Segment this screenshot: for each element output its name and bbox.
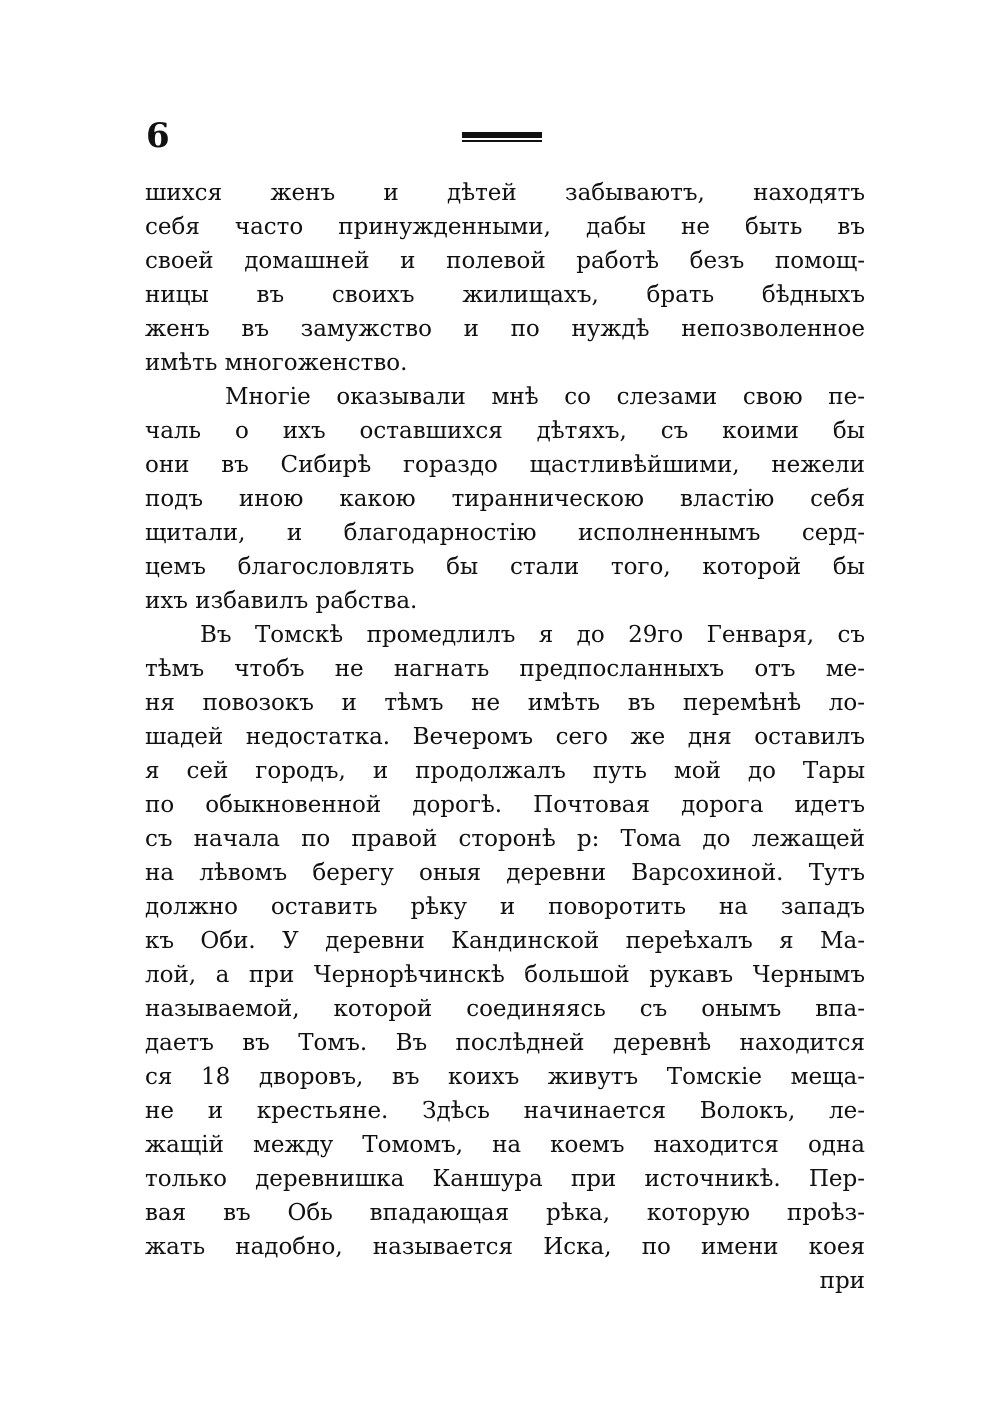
text-line: только деревнишка Каншура при источникѣ. Пер- <box>145 1166 865 1192</box>
text-line: щитали, и благодарностію исполненнымъ серд- <box>145 520 865 546</box>
text-line: имѣть многоженство. <box>145 350 408 376</box>
text-line: ся 18 дворовъ, въ коихъ живутъ Томскіе меща- <box>145 1064 865 1090</box>
text-line: называемой, которой соединяясь съ онымъ впа- <box>145 996 865 1022</box>
text-line: своей домашней и полевой работѣ безъ помощ- <box>145 248 865 274</box>
text-line: ихъ избавилъ рабства. <box>145 588 418 614</box>
text-line: женъ въ замужство и по нуждѣ непозволенное <box>145 316 865 342</box>
text-line: я сей городъ, и продолжалъ путь мой до Тары <box>145 758 865 784</box>
text-line: по обыкновенной дорогѣ. Почтовая дорога идетъ <box>145 792 865 818</box>
text-line: даетъ въ Томъ. Въ послѣдней деревнѣ находится <box>145 1030 865 1056</box>
text-line: на лѣвомъ берегу оныя деревни Варсохиной. Тутъ <box>145 860 865 886</box>
text-line: тѣмъ чтобъ не нагнать предпосланныхъ отъ ме- <box>145 656 865 682</box>
text-line: не и крестьяне. Здѣсь начинается Волокъ, ле- <box>145 1098 865 1124</box>
text-line: чаль о ихъ оставшихся дѣтяхъ, съ коими бы <box>145 418 865 444</box>
text-line: подъ иною какою тиранническою властію себя <box>145 486 865 512</box>
header-rule <box>462 132 542 143</box>
paragraph-first-line: Многіе оказывали мнѣ со слезами свою пе- <box>225 384 865 410</box>
page-number: 6 <box>146 116 170 156</box>
text-line: себя часто принужденными, дабы не быть въ <box>145 214 865 240</box>
text-line: жать надобно, называется Иска, по имени коея <box>145 1234 865 1260</box>
catchword: при <box>819 1268 865 1294</box>
text-line: вая въ Обь впадающая рѣка, которую проѣз- <box>145 1200 865 1226</box>
text-line: шадей недостатка. Вечеромъ сего же дня оставилъ <box>145 724 865 750</box>
header-rule-thin <box>462 140 542 142</box>
text-line: должно оставить рѣку и поворотить на западъ <box>145 894 865 920</box>
text-line: шихся женъ и дѣтей забываютъ, находятъ <box>145 180 865 206</box>
text-line: жащій между Томомъ, на коемъ находится одна <box>145 1132 865 1158</box>
text-line: ницы въ своихъ жилищахъ, брать бѣдныхъ <box>145 282 865 308</box>
text-line: они въ Сибирѣ гораздо щастливѣйшими, нежели <box>145 452 865 478</box>
paragraph-first-line: Въ Томскѣ промедлилъ я до 29го Генваря, съ <box>200 622 865 648</box>
text-line: съ начала по правой сторонѣ р: Тома до лежащей <box>145 826 865 852</box>
header-rule-thick <box>462 132 542 138</box>
text-line: цемъ благословлять бы стали того, которой бы <box>145 554 865 580</box>
text-line: ня повозокъ и тѣмъ не имѣть въ перемѣнѣ ло- <box>145 690 865 716</box>
text-line: къ Оби. У деревни Кандинской переѣхалъ я Ма- <box>145 928 865 954</box>
text-line: лой, а при Чернорѣчинскѣ большой рукавъ Чернымъ <box>145 962 865 988</box>
